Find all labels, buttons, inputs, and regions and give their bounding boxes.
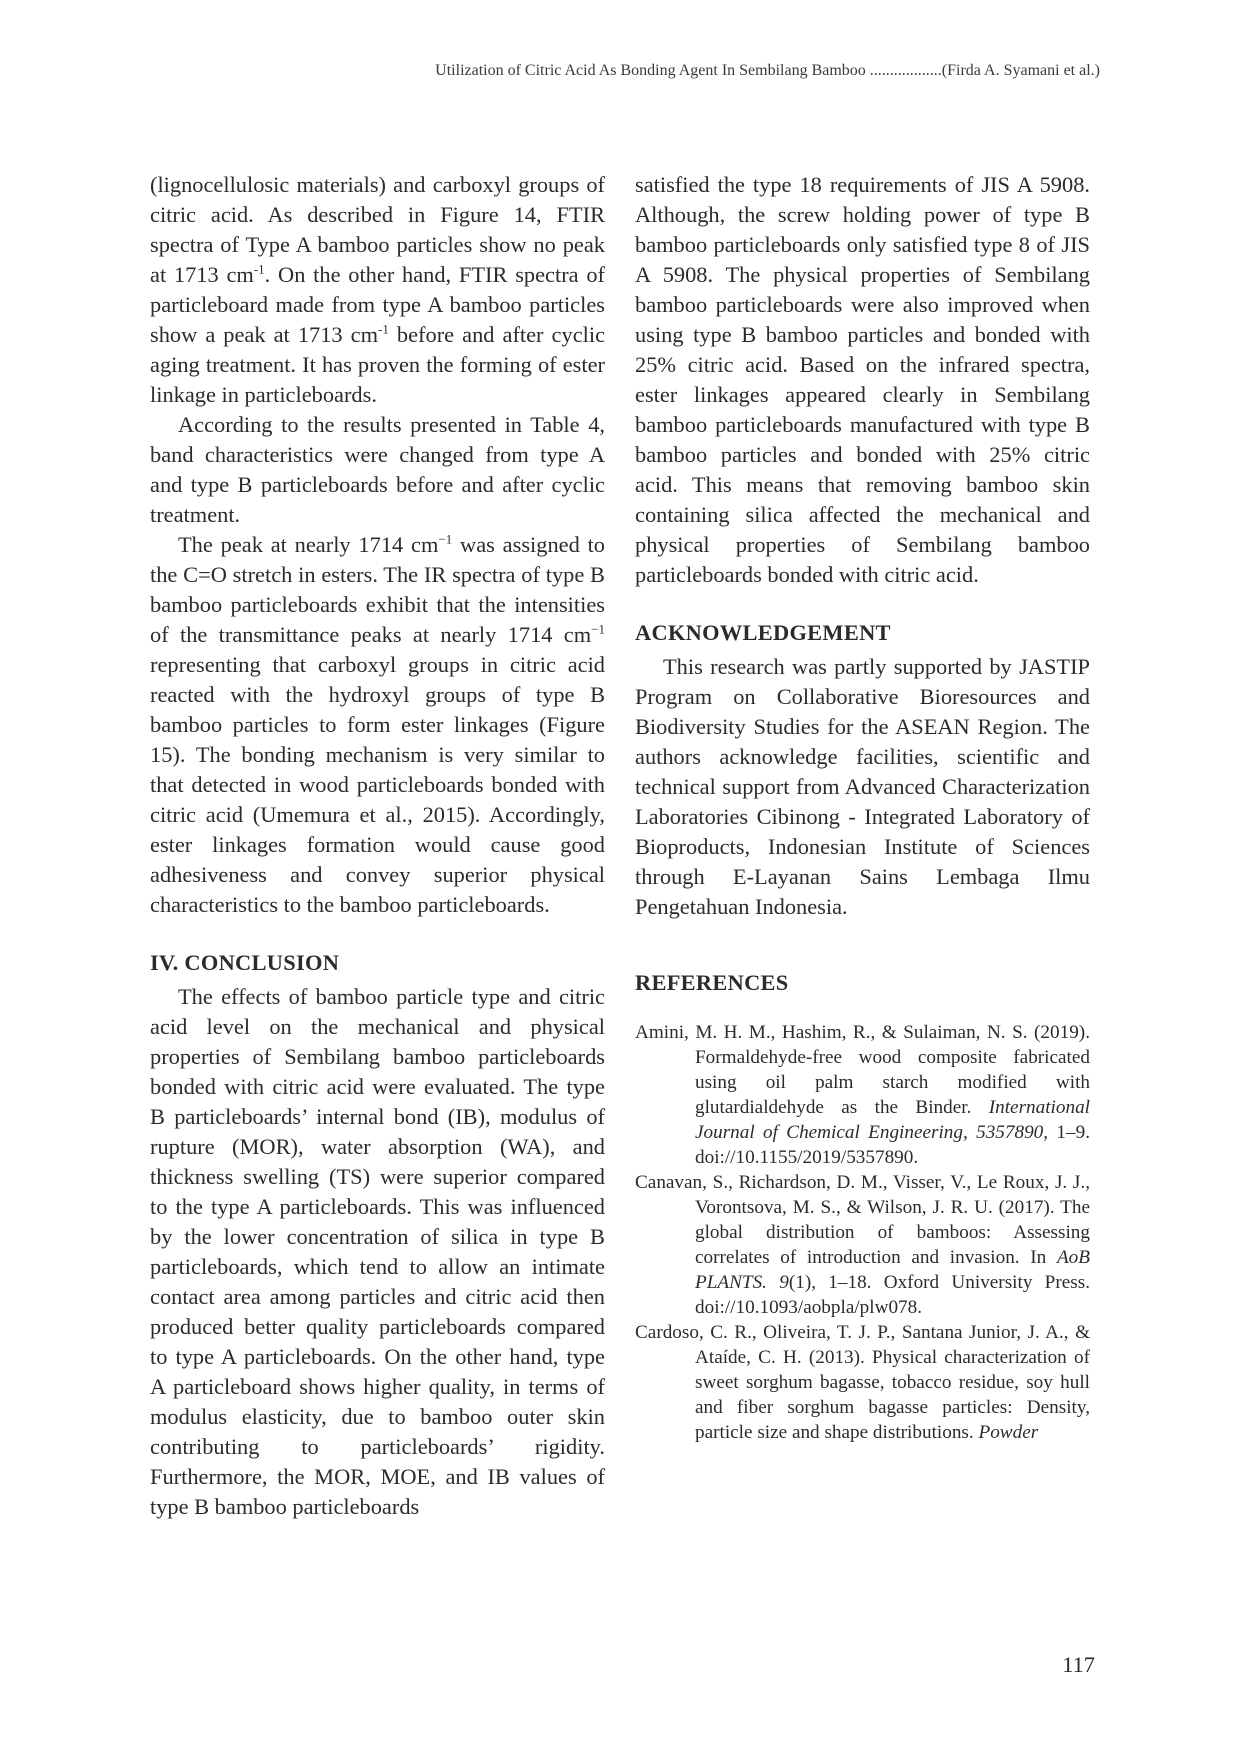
text-run: representing that carboxyl groups in citric acid reacted with the hydroxyl groups of type B bamboo particles to form ester linkages (Figure 15). The bonding mechanism is very similar to that detected in wood particleboards bonded with citric acid (Umemura et al., 2015). Accordingly, ester linkages formation would cause good adhesiveness and convey superior physical characteristics to the bamboo particleboards. [150,652,605,917]
reference-item [635,1320,1090,1445]
superscript: -1 [253,261,265,277]
left-column [150,170,605,1522]
right-column [635,170,1090,1445]
text-run: was assigned to the C=O stretch in esters. The IR spectra of type B bamboo particleboards exhibit that the intensities of the transmittance peaks at nearly 1714 cm [150,532,605,647]
text-run: (lignocellulosic materials) and carboxyl groups of citric acid. As described in Figure 14, FTIR spectra of Type A bamboo particles show no peak at 1713 cm [150,172,605,287]
running-header: Utilization of Citric Acid As Bonding Agent In Sembilang Bamboo ..................(Firda A. Syamani et al.) [435,62,1100,79]
paragraph: This research was partly supported by JASTIP Program on Collaborative Bioresources and Biodiversity Studies for the ASEAN Region. The authors acknowledge facilities, scientific and technical support from Advanced Characterization Laboratories Cibinong - Integrated Laboratory of Bioproducts, Indonesian Institute of Sciences through E-Layanan Sains Lembaga Ilmu Pengetahuan Indonesia. [635,654,1090,919]
section-heading-references: REFERENCES [635,970,789,995]
text-run: Canavan, S., Richardson, D. M., Visser, V., Le Roux, J. J., Vorontsova, M. S., & Wilson, J. R. U. (2017). The global distribution of bamboos: Assessing correlates of introduction and invasion. In [635,1172,1090,1268]
paragraph [150,170,605,410]
text-run: International Journal of Chemical Engineering, 5357890 [695,1097,1090,1143]
reference-list [635,1020,1090,1445]
text-run: , 1–9. doi://10.1155/2019/5357890. [695,1122,1090,1168]
text-run: Cardoso, C. R., Oliveira, T. J. P., Santana Junior, J. A., & Ataíde, C. H. (2013). Physical characterization of sweet sorghum bagasse, tobacco residue, soy hull and fiber sorghum bagasse particles: Density, particle size and shape distributions. [635,1322,1090,1443]
page-number: 117 [1062,1652,1095,1677]
section-heading-acknowledgement: ACKNOWLEDGEMENT [635,620,891,645]
paragraph [150,530,605,920]
paragraph: satisfied the type 18 requirements of JIS A 5908. Although, the screw holding power of type B bamboo particleboards only satisfied type 8 of JIS A 5908. The physical properties of Sembilang bamboo particleboards were also improved when using type B bamboo particles and bonded with 25% citric acid. Based on the infrared spectra, ester linkages appeared clearly in Sembilang bamboo particleboards manufactured with type B bamboo particles and bonded with 25% citric acid. This means that removing bamboo skin containing silica affected the mechanical and physical properties of Sembilang bamboo particleboards bonded with citric acid. [635,172,1090,587]
reference-item [635,1020,1090,1170]
superscript: −1 [591,621,605,637]
superscript: -1 [378,321,389,337]
superscript: −1 [438,531,453,547]
text-run: (1), 1–18. Oxford University Press. doi://10.1093/aobpla/plw078. [695,1272,1090,1318]
text-run: Powder [978,1422,1039,1443]
text-run: AoB PLANTS. 9 [695,1247,1090,1293]
text-run: Amini, M. H. M., Hashim, R., & Sulaiman, N. S. (2019). Formaldehyde-free wood composite fabricated using oil palm starch modified with glutardialdehyde as the Binder. [635,1022,1090,1118]
reference-item [635,1170,1090,1320]
paragraph: The effects of bamboo particle type and citric acid level on the mechanical and physical properties of Sembilang bamboo particleboards bonded with citric acid were evaluated. The type B particleboards’ internal bond (IB), modulus of rupture (MOR), water absorption (WA), and thickness swelling (TS) were superior compared to the type A particleboards. This was influenced by the lower concentration of silica in type B particleboards, which tend to allow an intimate contact area among particles and citric acid then produced better quality particleboards compared to type A particleboards. On the other hand, type A particleboard shows higher quality, in terms of modulus elasticity, due to bamboo outer skin contributing to particleboards’ rigidity. Furthermore, the MOR, MOE, and IB values of type B bamboo particleboards [150,984,605,1519]
text-run: before and after cyclic aging treatment. It has proven the forming of ester linkage in particleboards. [150,322,606,407]
text-run: The peak at nearly 1714 cm [178,532,439,557]
section-heading-conclusion: IV. CONCLUSION [150,950,340,975]
text-run: . On the other hand, FTIR spectra of particleboard made from type A bamboo particles show a peak at 1713 cm [150,262,606,347]
paragraph: According to the results presented in Table 4, band characteristics were changed from type A and type B particleboards before and after cyclic treatment. [150,412,605,527]
